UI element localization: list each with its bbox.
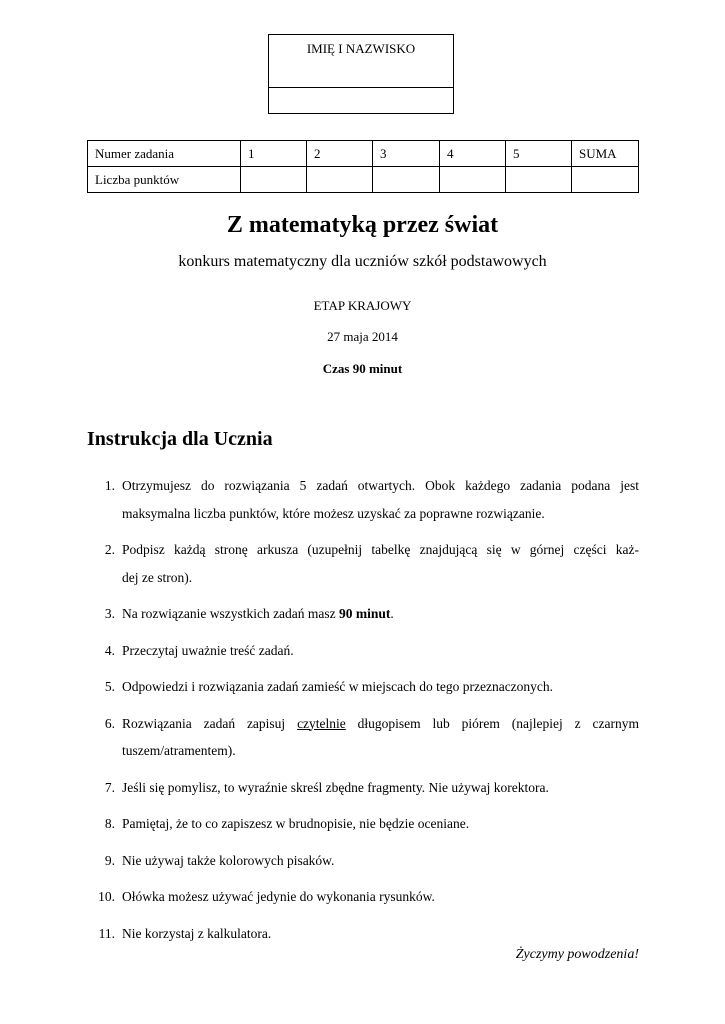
- points-row: [88, 167, 639, 193]
- closing-wish: Życzymy powodzenia!: [515, 947, 639, 962]
- underlined-word: czytelnie: [297, 715, 346, 731]
- instruction-item: [87, 710, 639, 765]
- item-text: Odpowiedzi i rozwiązania zadań zamieść w miejscach do tego przeznaczonych.: [122, 679, 554, 694]
- exam-date: 27 maja 2014: [327, 329, 398, 344]
- task-3-points-cell[interactable]: [373, 167, 440, 193]
- instructions-list: [87, 472, 639, 947]
- sum-points-cell[interactable]: [572, 167, 639, 193]
- item-number: 11.: [98, 925, 115, 941]
- instruction-item: [87, 920, 639, 948]
- task-5-header: 5: [506, 141, 572, 167]
- item-text: Nie korzystaj z kalkulatora.: [122, 925, 272, 941]
- instruction-item: [87, 774, 639, 802]
- item-number: 3.: [104, 606, 115, 621]
- item-text: długopisem lub piórem (najlepiej z czarnym: [345, 715, 639, 731]
- item-number: 9.: [104, 852, 115, 868]
- item-text: Jeśli się pomylisz, to wyraźnie skreśl zbędne fragmenty. Nie używaj korektora.: [122, 779, 549, 795]
- task-1-points-cell[interactable]: [241, 167, 307, 193]
- item-text-line: maksymalna liczba punktów, które możesz uzyskać za poprawne rozwiązanie.: [122, 505, 545, 521]
- item-number: 2.: [104, 542, 115, 557]
- instruction-item: [87, 472, 639, 527]
- item-text: Rozwiązania zadań zapisuj: [122, 715, 298, 731]
- task-number-row: [88, 141, 639, 167]
- instruction-item: [87, 536, 639, 591]
- item-text: Ołówka możesz używać jedynie do wykonania rysunków.: [122, 889, 435, 904]
- item-number: 6.: [104, 715, 115, 731]
- item-number: 4.: [104, 642, 115, 658]
- item-text: Na rozwiązanie wszystkich zadań masz: [122, 606, 340, 621]
- instruction-item: [87, 883, 639, 911]
- exam-time: Czas 90 minut: [322, 361, 403, 376]
- item-number: 8.: [104, 816, 115, 831]
- instruction-item: [87, 673, 639, 701]
- item-text: Przeczytaj uważnie treść zadań.: [122, 642, 294, 658]
- name-field[interactable]: [269, 88, 453, 114]
- task-3-header: 3: [373, 141, 440, 167]
- name-box-label: IMIĘ I NAZWISKO: [269, 35, 453, 88]
- instructions-heading: Instrukcja dla Ucznia: [87, 428, 273, 450]
- task-4-header: 4: [440, 141, 506, 167]
- item-text: .: [390, 606, 394, 621]
- item-text: Nie używaj także kolorowych pisaków.: [122, 852, 335, 868]
- task-1-header: 1: [241, 141, 307, 167]
- time-emphasis: 90 minut: [339, 606, 391, 621]
- task-number-label: Numer zadania: [88, 141, 241, 167]
- page-title: Z matematyką przez świat: [226, 212, 499, 238]
- item-number: 7.: [104, 779, 115, 795]
- points-label: Liczba punktów: [88, 167, 241, 193]
- item-number: 10.: [98, 889, 115, 904]
- item-text-line: dej ze stron).: [122, 569, 193, 585]
- item-text-line: Otrzymujesz do rozwiązania 5 zadań otwartych. Obok każdego zadania podana jest: [122, 478, 639, 493]
- task-5-points-cell[interactable]: [506, 167, 572, 193]
- instruction-item: [87, 810, 639, 838]
- instruction-item: [87, 847, 639, 875]
- name-box: [268, 34, 454, 114]
- item-number: 5.: [104, 679, 115, 694]
- item-text-line: tuszem/atramentem).: [122, 743, 236, 758]
- sum-header: SUMA: [572, 141, 639, 167]
- instruction-item: [87, 600, 639, 628]
- task-2-points-cell[interactable]: [307, 167, 373, 193]
- item-number: 1.: [104, 478, 115, 493]
- score-table: [87, 140, 639, 193]
- item-text-line: [122, 710, 639, 738]
- task-4-points-cell[interactable]: [440, 167, 506, 193]
- task-2-header: 2: [307, 141, 373, 167]
- item-text: Pamiętaj, że to co zapiszesz w brudnopisie, nie będzie oceniane.: [122, 816, 470, 831]
- item-text-line: Podpisz każdą stronę arkusza (uzupełnij tabelkę znajdującą się w górnej części każ-: [122, 542, 639, 557]
- stage-label: ETAP KRAJOWY: [313, 298, 412, 313]
- page-subtitle: konkurs matematyczny dla uczniów szkół podstawowych: [178, 253, 547, 270]
- instruction-item: [87, 637, 639, 665]
